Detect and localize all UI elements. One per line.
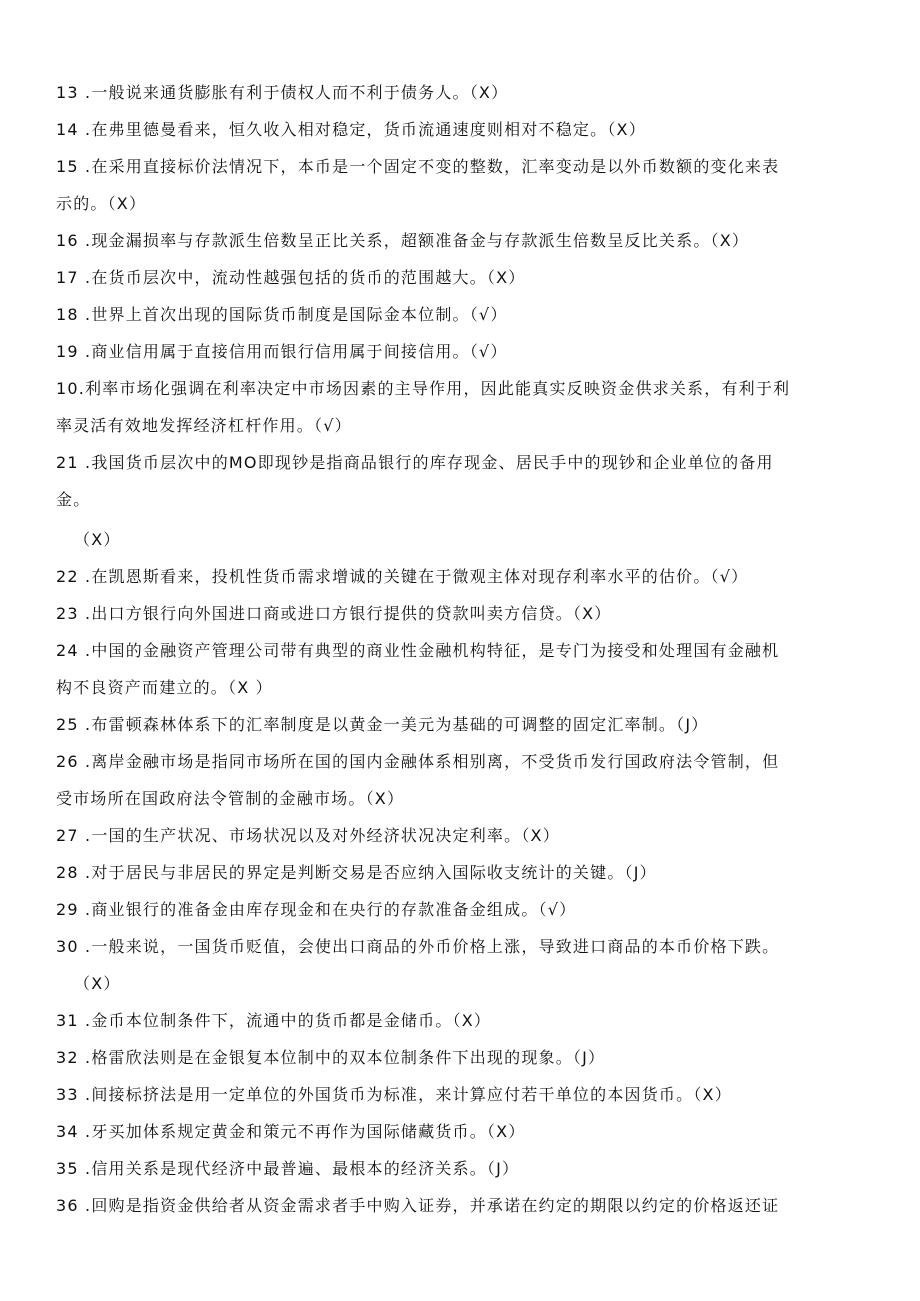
text-line: 金。	[56, 490, 91, 509]
text-line: 构不良资产而建立的。（X ）	[56, 678, 273, 697]
text-line: 22 .在凯恩斯看来，投机性货币需求增诚的关键在于微观主体对现存利率水平的估价。（√）	[56, 567, 749, 586]
text-line: （X）	[74, 530, 121, 549]
text-line: 25 .布雷顿森林体系下的汇率制度是以黄金一美元为基础的可调整的固定汇率制。（J）	[56, 715, 709, 734]
text-line: 率灵活有效地发挥经济杠杆作用。（√）	[56, 416, 352, 435]
text-line: 27 .一国的生产状况、市场状况以及对外经济状况决定利率。（X）	[56, 826, 560, 845]
text-line: 36 .回购是指资金供给者从资金需求者手中购入证券，并承诺在约定的期限以约定的价格返还证	[56, 1196, 780, 1215]
text-line: 24 .中国的金融资产管理公司带有典型的商业性金融机构特征，是专门为接受和处理国有金融机	[56, 641, 780, 660]
text-line: 21 .我国货币层次中的MO即现钞是指商品银行的库存现金、居民手中的现钞和企业单位的备用	[56, 453, 774, 472]
text-line: 18 .世界上首次出现的国际货币制度是国际金本位制。（√）	[56, 305, 508, 324]
document-page	[56, 78, 846, 1228]
text-line: 35 .信用关系是现代经济中最普遍、最根本的经济关系。（J）	[56, 1159, 520, 1178]
text-line: 17 .在货币层次中，流动性越强包括的货币的范围越大。（X）	[56, 268, 526, 287]
text-line: 16 .现金漏损率与存款派生倍数呈正比关系，超额准备金与存款派生倍数呈反比关系。（X）	[56, 231, 750, 250]
text-line: 28 .对于居民与非居民的界定是判断交易是否应纳入国际收支统计的关键。（J）	[56, 863, 657, 882]
text-line: 14 .在弗里德曼看来，恒久收入相对稳定，货币流通速度则相对不稳定。（X）	[56, 120, 646, 139]
text-line: 33 .间接标挤法是用一定单位的外国货币为标准，来计算应付若干单位的本因货币。（X）	[56, 1085, 732, 1104]
text-line: 受市场所在国政府法令管制的金融市场。（X）	[56, 789, 405, 808]
text-line: 30 .一般来说，一国货币贬值，会使出口商品的外币价格上涨，导致进口商品的本币价格下跌。	[56, 937, 780, 956]
text-line: 23 .出口方银行向外国进口商或进口方银行提供的贷款叫卖方信贷。（X）	[56, 604, 612, 623]
text-line: 31 .金币本位制条件下，流通中的货币都是金储币。（X）	[56, 1011, 492, 1030]
text-line: 10.利率市场化强调在利率决定中市场因素的主导作用，因此能真实反映资金供求关系，有利于利	[56, 379, 791, 398]
text-line: 34 .牙买加体系规定黄金和策元不再作为国际储藏货币。（X）	[56, 1122, 526, 1141]
text-line: 29 .商业银行的准备金由库存现金和在央行的存款准备金组成。（√）	[56, 900, 577, 919]
text-line: 15 .在采用直接标价法情况下，本币是一个固定不变的整数，汇率变动是以外币数额的变化来表	[56, 157, 780, 176]
text-line: 19 .商业信用属于直接信用而银行信用属于间接信用。（√）	[56, 342, 508, 361]
text-line: （X）	[74, 974, 121, 993]
text-line: 示的。（X）	[56, 194, 147, 213]
text-line: 13 .一般说来通货膨胀有利于债权人而不利于债务人。（X）	[56, 83, 509, 102]
text-line: 26 .离岸金融市场是指同市场所在国的国内金融体系相别离，不受货币发行国政府法令管制，但	[56, 752, 780, 771]
text-line: 32 .格雷欣法则是在金银复本位制中的双本位制条件下出现的现象。（J）	[56, 1048, 606, 1067]
